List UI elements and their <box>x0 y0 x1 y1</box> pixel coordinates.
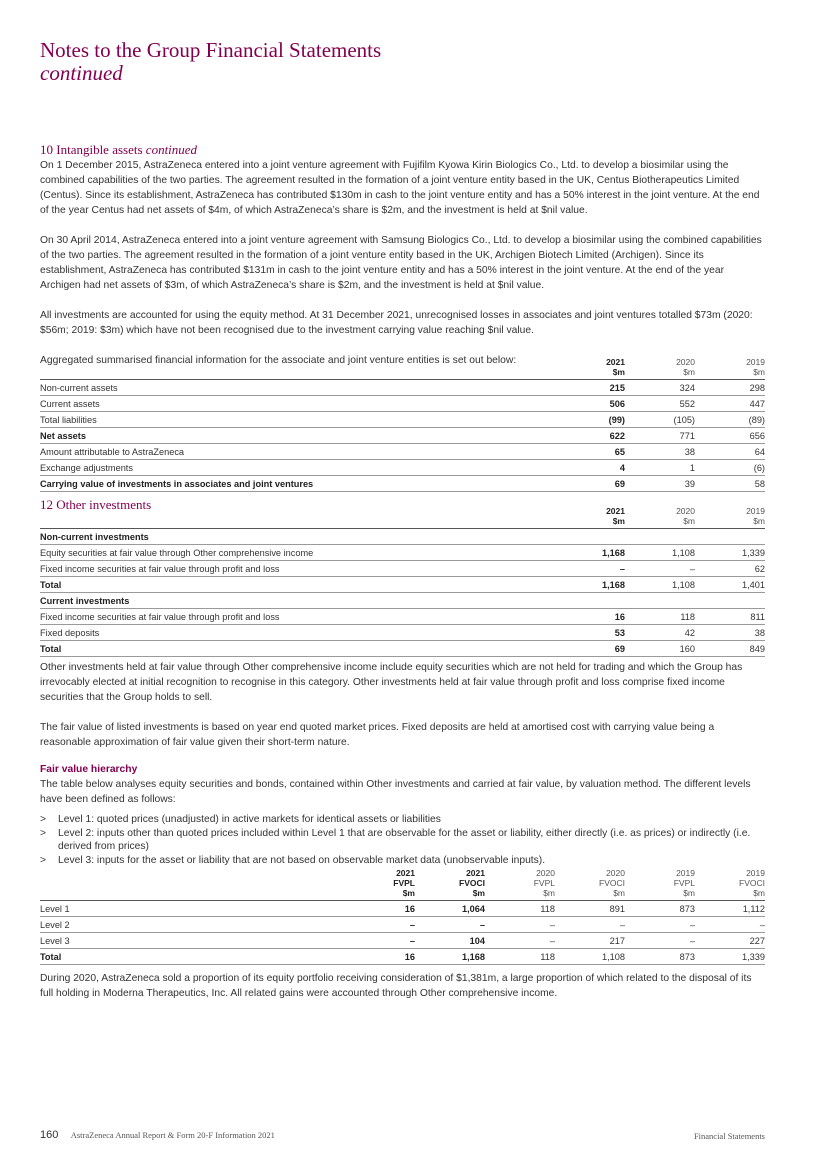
table-row: Fixed deposits 53 42 38 <box>40 625 765 641</box>
column-header: 2021 FVOCI $m <box>415 868 485 901</box>
report-name: AstraZeneca Annual Report & Form 20-F Information 2021 <box>70 1130 275 1140</box>
table-total-row: Total 16 1,168 118 1,108 873 1,339 <box>40 949 765 965</box>
other-investments-table <box>40 506 765 657</box>
column-header: 2021 FVPL $m <box>345 868 415 901</box>
paragraph: The table below analyses equity securities and bonds, contained within Other investments and carried at fair value, by valuation method. The different levels have been defined as follows: <box>40 779 751 805</box>
table-row: Total liabilities (99) (105) (89) <box>40 412 765 428</box>
table-row: Level 2 – – – – – – <box>40 917 765 933</box>
list-item: > Level 3: inputs for the asset or liability that are not based on observable market data (unobservable inputs). <box>40 854 546 866</box>
table-row: Carrying value of investments in associates and joint ventures 69 39 58 <box>40 476 765 492</box>
table-row: Current assets 506 552 447 <box>40 396 765 412</box>
paragraph: All investments are accounted for using the equity method. At 31 December 2021, unrecognised losses in associates and joint ventures totalled $73m (2020: $56m; 2019: $3m) which have not been recognised due to the investment carrying value reaching $nil value. <box>40 310 753 336</box>
table-row: Non-current assets 215 324 298 <box>40 380 765 396</box>
paragraph: On 30 April 2014, AstraZeneca entered into a joint venture agreement with Samsung Biologics Co., Ltd. to develop a biosimilar using the combined capabilities of the two parties. The agreement resulted in the formation of a joint venture entity based in the UK, Archigen Biotech Limited (Archigen). Since its establishment, AstraZeneca has contributed $131m in cash to the joint venture entity and has a 50% interest in the joint venture. At the end of the year Archigen had net assets of $3m, of which AstraZeneca’s share is $2m, and the investment is held at $nil value. <box>40 235 762 291</box>
list-item: > Level 2: inputs other than quoted prices included within Level 1 that are observable for the asset or liability, either directly (i.e. as prices) or indirectly (i.e. derived from prices) <box>40 827 751 852</box>
column-header: 2021 $m <box>555 357 625 380</box>
table-row: Exchange adjustments 4 1 (6) <box>40 460 765 476</box>
page-number: 160 <box>40 1129 59 1141</box>
column-header: 2019 $m <box>695 506 765 529</box>
table-row: Net assets 622 771 656 <box>40 428 765 444</box>
column-header: 2019 FVPL $m <box>625 868 695 901</box>
table-header-row <box>40 506 765 529</box>
table-row: Equity securities at fair value through Other comprehensive income 1,168 1,108 1,339 <box>40 545 765 561</box>
table-subheading: Non-current investments <box>40 529 765 545</box>
closing-text <box>40 971 766 1001</box>
table-total-row: Total 1,168 1,108 1,401 <box>40 577 765 593</box>
section-10-heading <box>40 142 766 158</box>
section-12-text <box>40 660 766 867</box>
table-row: Level 3 – 104 – 217 – 227 <box>40 933 765 949</box>
column-header: 2020 FVPL $m <box>485 868 555 901</box>
page-footer <box>40 1129 765 1141</box>
section-10-title: 10 Intangible assets <box>40 142 143 157</box>
table-subheading: Current investments <box>40 593 765 609</box>
table-header-row <box>40 868 765 901</box>
section-10-continued: continued <box>145 142 198 157</box>
page-subtitle: continued <box>40 61 123 85</box>
fair-value-table <box>40 868 765 965</box>
column-header: 2020 $m <box>625 357 695 380</box>
fair-value-table-block <box>40 868 766 965</box>
list-item: > Level 1: quoted prices (unadjusted) in active markets for identical assets or liabilities <box>40 814 441 825</box>
column-header: 2019 FVOCI $m <box>695 868 765 901</box>
paragraph: The fair value of listed investments is based on year end quoted market prices. Fixed deposits are held at amortised cost with carrying value being a reasonable approximation of fair value given their short-term nature. <box>40 722 715 748</box>
column-header: 2019 $m <box>695 357 765 380</box>
table-row: Level 1 16 1,064 118 891 873 1,112 <box>40 901 765 917</box>
other-investments-table-block <box>40 506 766 657</box>
paragraph: Other investments held at fair value through Other comprehensive income include equity securities which are not held for trading and which the Group has irrevocably elected at initial recognition to recognise in this category. Other investments held at fair value through profit and loss comprise fixed income securities that the Group holds to sell. <box>40 662 743 703</box>
section-name: Financial Statements <box>693 1131 765 1141</box>
table-total-row: Total 69 160 849 <box>40 641 765 657</box>
table-row: Amount attributable to AstraZeneca 65 38 64 <box>40 444 765 460</box>
paragraph: On 1 December 2015, AstraZeneca entered into a joint venture agreement with Fujifilm Kyowa Kirin Biologics Co., Ltd. to develop a biosimilar using the combined capabilities of the two parties. The agreement resulted in the formation of a joint venture entity based in the UK, Centus Biotherapeutics Limited (Centus). Since its establishment, AstraZeneca has contributed $130m in cash to the joint venture entity and has a 50% interest in the joint venture. At the end of the year Centus had net assets of $4m, of which AstraZeneca’s share is $2m, and the investment is held at $nil value. <box>40 160 760 216</box>
table-row: Fixed income securities at fair value through profit and loss – – 62 <box>40 561 765 577</box>
column-header: 2020 FVOCI $m <box>555 868 625 901</box>
paragraph: During 2020, AstraZeneca sold a proportion of its equity portfolio receiving consideration of $1,381m, a large proportion of which related to the disposal of its full holding in Moderna Therapeutics, Inc. All related gains were accounted through Other comprehensive income. <box>40 973 752 999</box>
paragraph: Aggregated summarised financial information for the associate and joint venture entities is set out below: <box>40 355 517 366</box>
column-header: 2020 $m <box>625 506 695 529</box>
column-header: 2021 $m <box>555 506 625 529</box>
table-header-row <box>40 357 765 380</box>
table-row: Fixed income securities at fair value through profit and loss 16 118 811 <box>40 609 765 625</box>
associates-table <box>40 357 765 492</box>
section-12-heading: 12 Other investments <box>40 497 152 512</box>
page-title: Notes to the Group Financial Statements <box>40 38 382 62</box>
associates-table-block <box>40 357 766 492</box>
levels-list <box>40 813 766 867</box>
section-10 <box>40 142 766 368</box>
fair-value-heading: Fair value hierarchy <box>40 764 138 775</box>
